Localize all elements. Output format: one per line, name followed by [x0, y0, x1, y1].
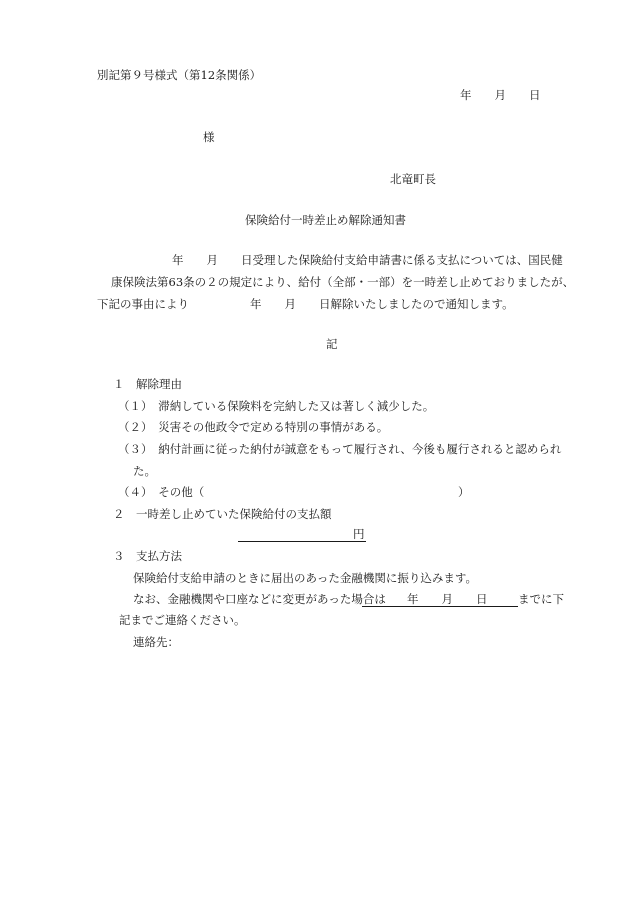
- section1-heading: １ 解除理由: [113, 377, 182, 391]
- date-line: 年 月 日: [460, 88, 541, 102]
- ki-label: 記: [326, 337, 338, 351]
- body-line-1: 年 月 日受理した保険給付支給申請書に係る支払については、国民健: [172, 253, 563, 267]
- sender: 北竜町長: [390, 172, 436, 186]
- reason-item-4-close: ）: [458, 485, 470, 499]
- addressee-suffix: 様: [203, 130, 215, 144]
- section2-heading: ２ 一時差し止めていた保険給付の支払額: [113, 507, 332, 521]
- reason-item-3-cont: た。: [133, 464, 156, 478]
- reason-item-2: （２） 災害その他政令で定める特別の事情がある。: [118, 420, 389, 434]
- amount-unit: 円: [353, 527, 365, 541]
- body-line-2: 康保険法第63条の２の規定により、給付（全部・一部）を一時差し止めておりましたが、: [111, 275, 575, 289]
- reason-item-4: （４） その他（: [118, 485, 205, 499]
- section3-line-2b: 年 月 日: [407, 592, 488, 606]
- document-title: 保険給付一時差止め解除通知書: [245, 213, 406, 227]
- section3-line-2a: なお、金融機関や口座などに変更があった場合は: [133, 592, 386, 606]
- form-label: 別記第９号様式（第12条関係）: [97, 68, 262, 82]
- body-line-3a: 下記の事由により: [97, 297, 189, 311]
- section3-line-2c: までに下: [518, 592, 564, 606]
- contact-label: 連絡先：: [133, 635, 179, 649]
- section3-heading: ３ 支払方法: [113, 549, 182, 563]
- section3-line-1: 保険給付支給申請のときに届出のあった金融機関に振り込みます。: [133, 571, 477, 585]
- reason-item-1: （１） 滞納している保険料を完納した又は著しく減少した。: [118, 399, 435, 413]
- section3-line-3: 記までご連絡ください。: [119, 613, 246, 627]
- amount-field: [238, 527, 366, 542]
- body-line-3b: 年 月 日解除いたしましたので通知します。: [250, 297, 514, 311]
- reason-item-3: （３） 納付計画に従った納付が誠意をもって履行され、今後も履行されると認められ: [118, 442, 562, 456]
